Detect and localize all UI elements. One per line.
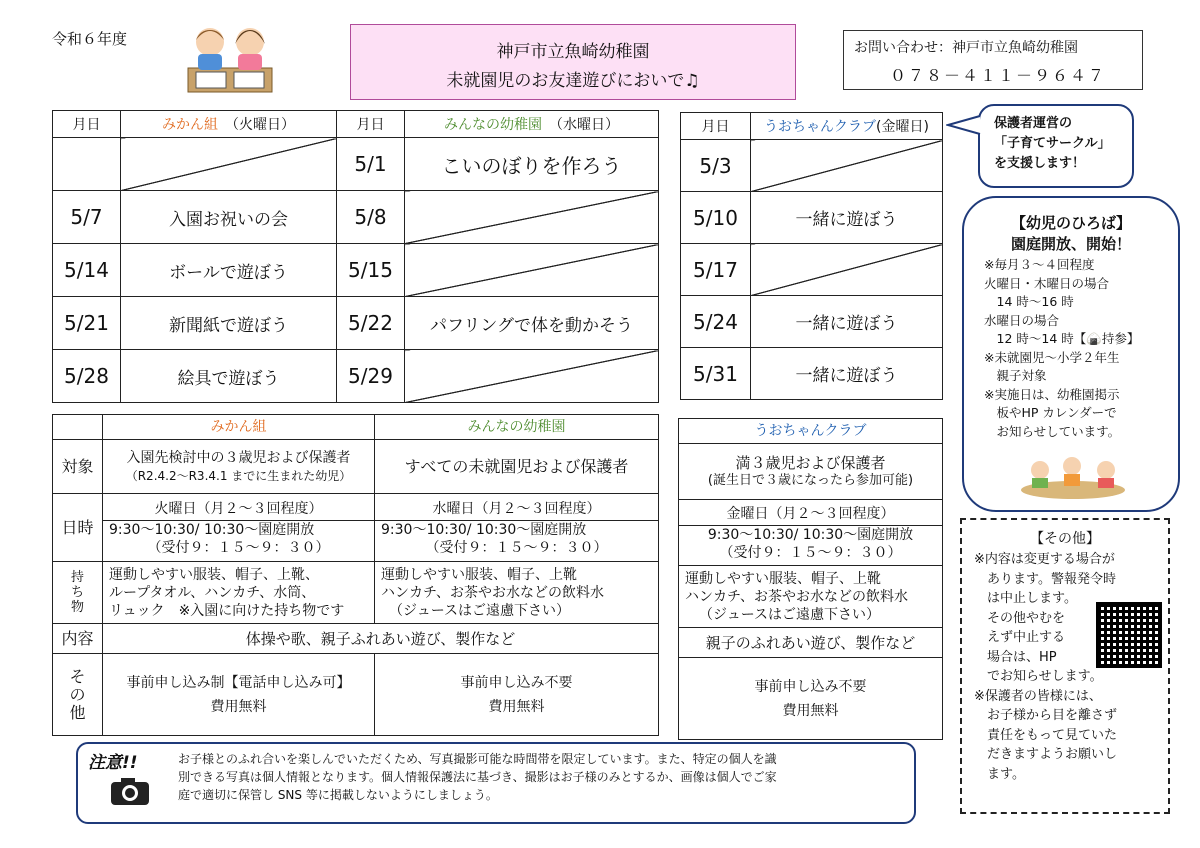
hiroba-line: 親子対象 (984, 368, 1047, 383)
schedule-table-tue-wed (52, 110, 659, 403)
table-cell-empty (121, 138, 337, 191)
col-date-header: 月日 (681, 113, 751, 140)
minna-header: みんなの幼稚園 （水曜日） (405, 111, 659, 138)
table-cell: 事前申し込み不要 費用無料 (375, 654, 659, 736)
hiroba-line: 板やHP カレンダーで (984, 405, 1117, 420)
hiroba-line: ※実施日は、幼稚園掲示 (984, 386, 1120, 402)
table-cell: 事前申し込み不要 費用無料 (679, 658, 943, 740)
other-line: お子様から目を離さず (974, 708, 1118, 723)
contact-label: お問い合わせ：神戸市立魚崎幼稚園 (854, 40, 1078, 56)
hiroba-box (962, 196, 1180, 512)
table-cell-empty (53, 415, 103, 440)
table-cell: 火曜日（月２～３回程度） 9:30～10:30/ 10:30～園庭開放 （受付９：１５～９：３０） (103, 494, 375, 562)
table-cell: 事前申し込み制【電話申し込み可】 費用無料 (103, 654, 375, 736)
table-cell: 5/8 (337, 191, 405, 244)
table-cell: 5/24 (681, 296, 751, 348)
support-bubble (978, 104, 1134, 188)
hiroba-line: 12 時～14 時【🍙持参】 (984, 331, 1140, 346)
row-label: 内容 (53, 624, 103, 654)
table-cell: 一緒に遊ぼう (751, 348, 943, 400)
sandbox-kids-illustration (1018, 452, 1128, 500)
details-table-uo (678, 418, 943, 740)
row-label: 持ち物 (53, 562, 103, 624)
col-date-header: 月日 (337, 111, 405, 138)
caution-title: 注意!! (88, 753, 138, 773)
bubble-line: 「子育てサークル」 (994, 136, 1111, 151)
table-cell: 5/21 (53, 297, 121, 350)
table-cell: 5/29 (337, 350, 405, 403)
table-cell: 運動しやすい服装、帽子、上靴、 ループタオル、ハンカチ、水筒、 リュック ※入園に向けた持ち物です (103, 562, 375, 624)
contact-box (843, 30, 1143, 90)
caution-line: 別できる写真は個人情報となります。個人情報保護法に基づき、撮影はお子様のみとするか、画像は個人でご家 (178, 770, 777, 784)
uo-header: うおちゃんクラブ(金曜日) (751, 113, 943, 140)
table-cell: 絵具で遊ぼう (121, 350, 337, 403)
hiroba-title: 【幼児のひろば】 (1010, 214, 1131, 232)
table-cell-empty (405, 191, 659, 244)
hiroba-line: 14 時～16 時 (984, 294, 1074, 309)
table-cell: 金曜日（月２～３回程度） 9:30～10:30/ 10:30～園庭開放 （受付９：１５～９：３０） (679, 500, 943, 566)
row-label: 対象 (53, 440, 103, 494)
caution-line: 庭で適切に保管し SNS 等に掲載しないようにしましょう。 (178, 788, 498, 802)
mikan-header: みかん組 （火曜日） (121, 111, 337, 138)
other-line: ます。 (974, 766, 1025, 782)
other-line: ※保護者の皆様には、 (974, 688, 1102, 704)
other-line: は中止します。 (974, 591, 1077, 606)
minna-header: みんなの幼稚園 (375, 415, 659, 440)
other-line: だきますようお願いし (974, 747, 1118, 762)
bubble-line: を支援します！ (994, 156, 1086, 171)
caution-box (76, 742, 916, 824)
table-cell: 5/15 (337, 244, 405, 297)
table-cell: 一緒に遊ぼう (751, 192, 943, 244)
table-cell: こいのぼりを作ろう (405, 138, 659, 191)
hiroba-line: お知らせしています。 (984, 423, 1121, 439)
caution-line: お子様とのふれ合いを楽しんでいただくため、写真撮影可能な時間帯を限定しています。また、特定の個人を識 (178, 752, 777, 766)
other-line: その他やむを (974, 610, 1066, 626)
hiroba-line: ※未就園児～小学２年生 (984, 349, 1120, 365)
row-label: その他 (53, 654, 103, 736)
table-cell: 5/28 (53, 350, 121, 403)
camera-icon (110, 776, 150, 806)
table-cell: 5/17 (681, 244, 751, 296)
row-label: 日時 (53, 494, 103, 562)
other-box (960, 518, 1170, 814)
other-line: あります。警報発令時 (974, 571, 1116, 587)
table-cell: 5/22 (337, 297, 405, 350)
table-cell: 新聞紙で遊ぼう (121, 297, 337, 350)
table-cell: 入園お祝いの会 (121, 191, 337, 244)
uo-header: うおちゃんクラブ (679, 419, 943, 444)
children-drawing-illustration (180, 20, 280, 96)
table-cell: すべての未就園児および保護者 (375, 440, 659, 494)
table-cell: 5/10 (681, 192, 751, 244)
table-cell: 親子のふれあい遊び、製作など (679, 628, 943, 658)
table-cell-empty (751, 244, 943, 296)
other-line: ※内容は変更する場合が (974, 552, 1115, 567)
hiroba-line: ※毎月３～４回程度 (984, 257, 1095, 272)
mikan-header: みかん組 (103, 415, 375, 440)
table-cell: 一緒に遊ぼう (751, 296, 943, 348)
table-cell: 5/3 (681, 140, 751, 192)
table-cell-empty (405, 244, 659, 297)
table-cell: 運動しやすい服装、帽子、上靴 ハンカチ、お茶やお水などの飲料水 （ジュースはご遠慮下さい） (375, 562, 659, 624)
banner-subtitle: 未就園児のお友達遊びにおいで (446, 71, 685, 91)
col-date-header: 月日 (53, 111, 121, 138)
table-cell: 5/7 (53, 191, 121, 244)
other-line: えず中止する (974, 630, 1066, 645)
other-line: でお知らせします。 (974, 669, 1103, 684)
table-cell: 満３歳児および保護者 (誕生日で３歳になったら参加可能) (679, 444, 943, 500)
table-cell: ボールで遊ぼう (121, 244, 337, 297)
table-cell-empty (405, 350, 659, 403)
table-cell: 5/1 (337, 138, 405, 191)
details-table (52, 414, 659, 736)
qr-code-icon[interactable] (1096, 602, 1162, 668)
contact-phone: ０７８－４１１－９６４７ (890, 66, 1107, 85)
table-cell: 入園先検討中の３歳児および保護者 （R2.4.2～R3.4.1 までに生まれた幼児） (103, 440, 375, 494)
year-label: 令和６年度 (52, 30, 128, 48)
table-cell-empty (751, 140, 943, 192)
table-cell: 体操や歌、親子ふれあい遊び、製作など (103, 624, 659, 654)
table-cell (53, 138, 121, 191)
schedule-table-fri (680, 112, 943, 400)
hiroba-line: 水曜日の場合 (984, 312, 1060, 328)
other-line: 場合は、HP (974, 649, 1057, 665)
hiroba-line: 火曜日・木曜日の場合 (984, 275, 1110, 291)
table-cell: パフリングで体を動かそう (405, 297, 659, 350)
banner-title: 神戸市立魚崎幼稚園 (496, 42, 650, 62)
music-note-icon: ♫ (684, 71, 700, 91)
table-cell: 5/14 (53, 244, 121, 297)
table-cell: 5/31 (681, 348, 751, 400)
hiroba-subtitle: 園庭開放、開始！ (1010, 235, 1131, 253)
table-cell: 水曜日（月２～３回程度） 9:30～10:30/ 10:30～園庭開放 （受付９：１５～９：３０） (375, 494, 659, 562)
other-title: 【その他】 (1030, 531, 1100, 547)
table-cell: 運動しやすい服装、帽子、上靴 ハンカチ、お茶やお水などの飲料水 （ジュースはご遠慮下さい） (679, 566, 943, 628)
other-line: 責任をもって見ていた (974, 727, 1118, 743)
bubble-line: 保護者運営の (994, 116, 1073, 131)
bubble-pointer (946, 114, 982, 136)
title-banner (350, 24, 796, 100)
